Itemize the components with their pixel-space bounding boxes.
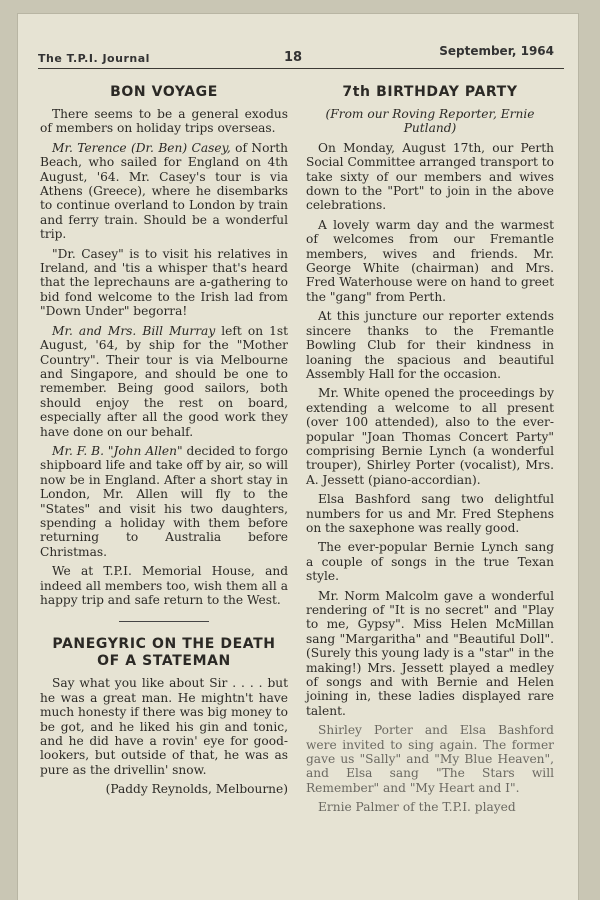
bon-voyage-paragraph xyxy=(40,444,288,559)
bon-voyage-paragraph: "Dr. Casey" is to visit his relatives in Ireland, and 'tis a whisper that's heard that the leprechauns are a-gathering to bid fond welcome to the Irish lad from "Down Under" begorra! xyxy=(40,246,288,319)
reporter-byline: (From our Roving Reporter, Ernie Putland) xyxy=(325,107,535,136)
party-paragraph: Shirley Porter and Elsa Bashford were invited to sing again. The former gave us "Sally" and "My Blue Heaven", and Elsa sang "The Stars will Remember" and "My Heart and I". xyxy=(306,723,554,795)
paragraph-text: of North Beach, who sailed for England on 4th August, '64. Mr. Casey's tour is via Athens (Greece), where he disembarks to continue overland to London by train and ferry train. Should be a wonderful trip. xyxy=(40,140,289,242)
member-name: Mr. Terence (Dr. Ben) Casey, xyxy=(52,140,231,155)
party-paragraph: Mr. White opened the proceedings by extending a welcome to all present (over 100 attended), also to the ever-popular "Joan Thomas Concert Party" comprising Bernie Lynch (a wonderful trouper), Shirley Porter (vocalist), Mrs. A. Jessett (piano-accordian). xyxy=(306,386,554,487)
journal-title: The T.P.I. Journal xyxy=(38,52,150,65)
panegyric-heading: PANEGYRIC ON THE DEATH OF A STATEMAN xyxy=(52,636,276,670)
party-paragraph: Ernie Palmer of the T.P.I. played xyxy=(318,800,516,815)
bon-voyage-paragraph: We at T.P.I. Memorial House, and indeed all members too, wish them all a happy trip and safe return to the West. xyxy=(40,564,288,607)
party-paragraph: Mr. Norm Malcolm gave a wonderful rendering of "It is no secret" and "Play to me, Gypsy". Miss Helen McMillan sang "Margaritha" and "Beautiful Doll". (Surely this young lady is a "star" in the making!) Mrs. Jessett played a medley of songs and with Bernie and Helen joining in, these ladies displayed rare talent. xyxy=(306,588,554,718)
issue-date: September, 1964 xyxy=(439,44,554,58)
paragraph-text: decided to forgo shipboard life and take off by air, so will now be in England. After a short stay in London, Mr. Allen will fly to the "States" and visit his two daughters, spending a holiday with them before returning to Australia before Christmas. xyxy=(40,443,288,559)
member-name: Mr. F. B. "John Allen" xyxy=(52,443,183,458)
party-paragraph: The ever-popular Bernie Lynch sang a couple of songs in the true Texan style. xyxy=(306,540,554,584)
bon-voyage-paragraph xyxy=(40,141,288,242)
birthday-party-heading: 7th BIRTHDAY PARTY xyxy=(342,84,518,100)
right-column xyxy=(306,84,554,820)
header-rule xyxy=(38,68,564,69)
party-paragraph: On Monday, August 17th, our Perth Social Committee arranged transport to take sixty of our members and wives down to the "Port" to join in the above celebrations. xyxy=(306,140,555,213)
journal-page xyxy=(18,14,578,900)
panegyric-paragraph: Say what you like about Sir . . . . but he was a great man. He mightn't have much honesty if there was big money to be got, and he liked his gin and tonic, and he did have a rovin' eye for good-lookers, but outside of that, he was as pure as the drivellin' snow. xyxy=(40,676,288,777)
party-paragraph: Elsa Bashford sang two delightful numbers for us and Mr. Fred Stephens on the saxephone was really good. xyxy=(306,492,554,535)
bon-voyage-paragraph: There seems to be a general exodus of members on holiday trips overseas. xyxy=(40,107,288,136)
bon-voyage-heading: BON VOYAGE xyxy=(110,84,218,100)
party-paragraph: At this juncture our reporter extends sincere thanks to the Fremantle Bowling Club for their kindness in loaning the spacious and beautiful Assembly Hall for the occasion. xyxy=(306,309,554,381)
party-paragraph: A lovely warm day and the warmest of welcomes from our Fremantle members, wives and friends. Mr. George White (chairman) and Mrs. Fred Waterhouse were on hand to greet the "gang" from Perth. xyxy=(306,217,554,304)
page-header xyxy=(28,28,564,68)
page-number: 18 xyxy=(284,50,303,65)
panegyric-signature: (Paddy Reynolds, Melbourne) xyxy=(105,782,288,797)
member-name: Mr. and Mrs. Bill Murray xyxy=(52,323,216,338)
paragraph-text: left on 1st August, '64, by ship for the "Mother Country". Their tour is via Melbourne and Singapore, and should be one to remember. Being good sailors, both should enjoy the rest on board, especially after all the good work they have done on our behalf. xyxy=(40,323,289,439)
left-column xyxy=(40,84,288,802)
bon-voyage-paragraph xyxy=(40,324,288,439)
section-divider xyxy=(119,621,209,622)
